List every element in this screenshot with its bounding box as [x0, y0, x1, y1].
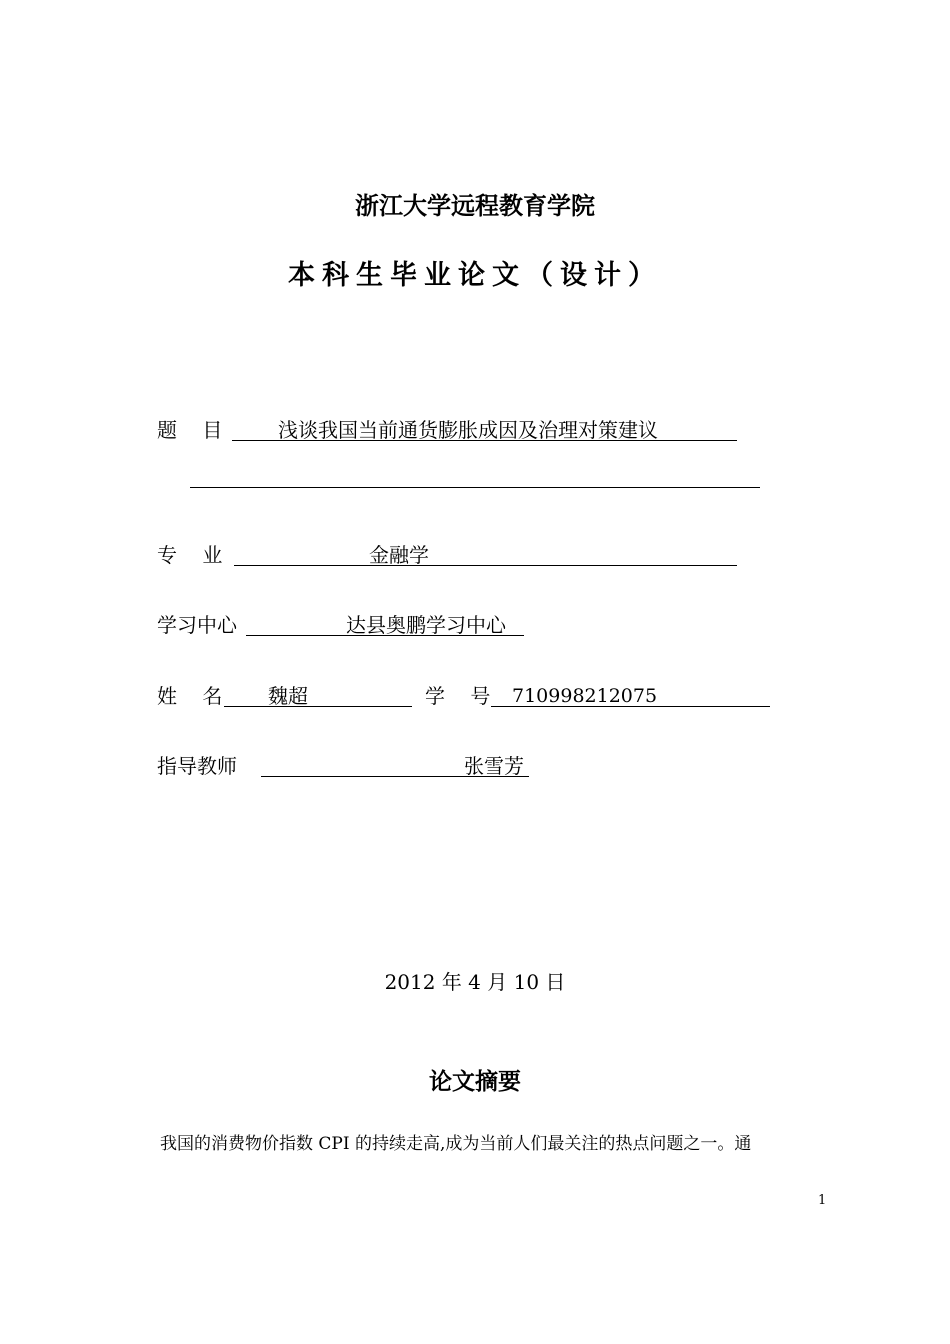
school-name: 浙江大学远程教育学院 — [355, 192, 595, 220]
major-value: 金融学 — [369, 543, 429, 567]
major-underline — [234, 565, 737, 566]
advisor-value: 张雪芳 — [464, 754, 524, 778]
name-underline — [224, 706, 412, 707]
title-label: 题 目 — [157, 418, 223, 442]
study-center-label: 学习中心 — [157, 613, 237, 637]
major-label: 专 业 — [157, 543, 223, 567]
abstract-heading: 论文摘要 — [429, 1069, 521, 1095]
page-number: 1 — [818, 1193, 827, 1208]
abstract-first-line: 我国的消费物价指数 CPI 的持续走高,成为当前人们最关注的热点问题之一。通 — [160, 1134, 752, 1154]
study-center-value: 达县奥鹏学习中心 — [346, 613, 506, 637]
name-value: 魏超 — [268, 684, 308, 708]
title-second-underline — [190, 487, 760, 488]
name-label: 姓 名 — [157, 684, 223, 708]
advisor-label: 指导教师 — [157, 754, 237, 778]
student-id-label: 学 号 — [425, 684, 491, 708]
student-id-value: 710998212075 — [512, 685, 658, 707]
title-value: 浅谈我国当前通货膨胀成因及治理对策建议 — [278, 418, 658, 442]
submission-date: 2012 年 4 月 10 日 — [384, 970, 566, 994]
document-type-title: 本科生毕业论文（设计） — [288, 260, 662, 291]
